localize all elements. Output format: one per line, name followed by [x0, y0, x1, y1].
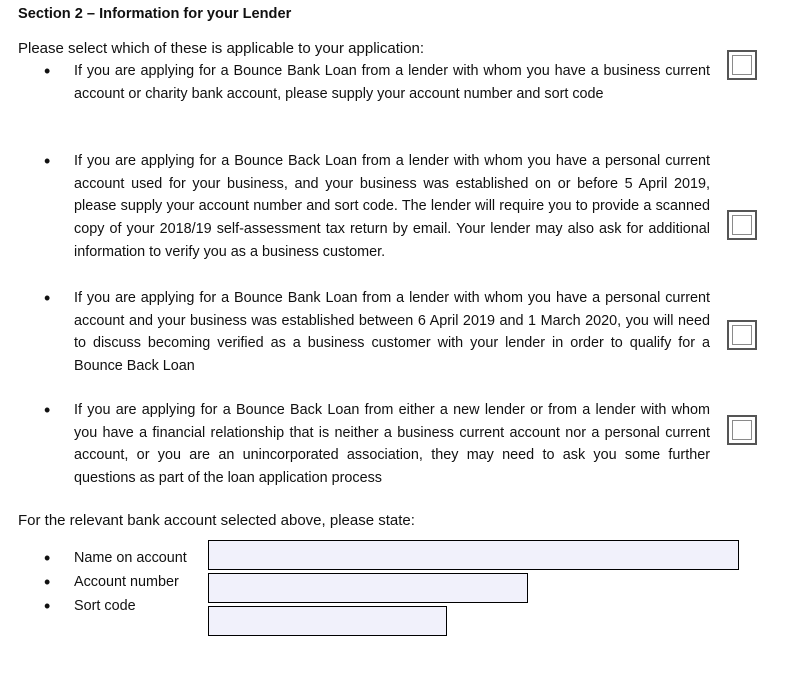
bullet-icon: • [44, 288, 51, 308]
bullet-icon: • [44, 61, 51, 81]
sort-code-field[interactable] [208, 606, 447, 636]
option-1-checkbox[interactable] [727, 50, 757, 80]
section-title: Section 2 – Information for your Lender [18, 6, 292, 22]
option-2-checkbox[interactable] [727, 210, 757, 240]
option-4-checkbox[interactable] [727, 415, 757, 445]
bullet-icon: • [44, 151, 51, 171]
option-2-text: If you are applying for a Bounce Back Loan from a lender with whom you have a personal current account used for your business, and your business was established on or before 5 April 2019, please supply your account number and sort code. The lender will require you to provide a scanned copy of your 2018/19 self-assessment tax return by email. Your lender may also ask for additional information to verify you as a business customer. [74, 153, 710, 260]
account-number-field[interactable] [208, 573, 528, 603]
sort-code-label: Sort code [74, 598, 136, 614]
option-4-text: If you are applying for a Bounce Back Loan from either a new lender or from a lender with whom you have a financial relationship that is neither a business current account nor a personal current account, or you are an unincorporated association, they may need to ask you some further questions as part of the loan application process [74, 402, 710, 487]
bullet-icon: • [44, 572, 51, 592]
name-on-account-label: Name on account [74, 550, 187, 566]
option-3-checkbox[interactable] [727, 320, 757, 350]
account-number-label: Account number [74, 574, 179, 590]
bullet-icon: • [44, 548, 51, 568]
option-1-text: If you are applying for a Bounce Bank Loan from a lender with whom you have a business current account or charity bank account, please supply your account number and sort code [74, 63, 710, 102]
account-heading: For the relevant bank account selected above, please state: [18, 512, 415, 529]
bullet-icon: • [44, 400, 51, 420]
option-3-text: If you are applying for a Bounce Bank Loan from a lender with whom you have a personal current account and your business was established between 6 April 2019 and 1 March 2020, you will need to discuss becoming verified as a business customer with your lender in order to qualify for a Bounce Back Loan [74, 290, 710, 375]
instructions-text: Please select which of these is applicable to your application: [18, 40, 425, 57]
bullet-icon: • [44, 596, 51, 616]
name-on-account-field[interactable] [208, 540, 739, 570]
